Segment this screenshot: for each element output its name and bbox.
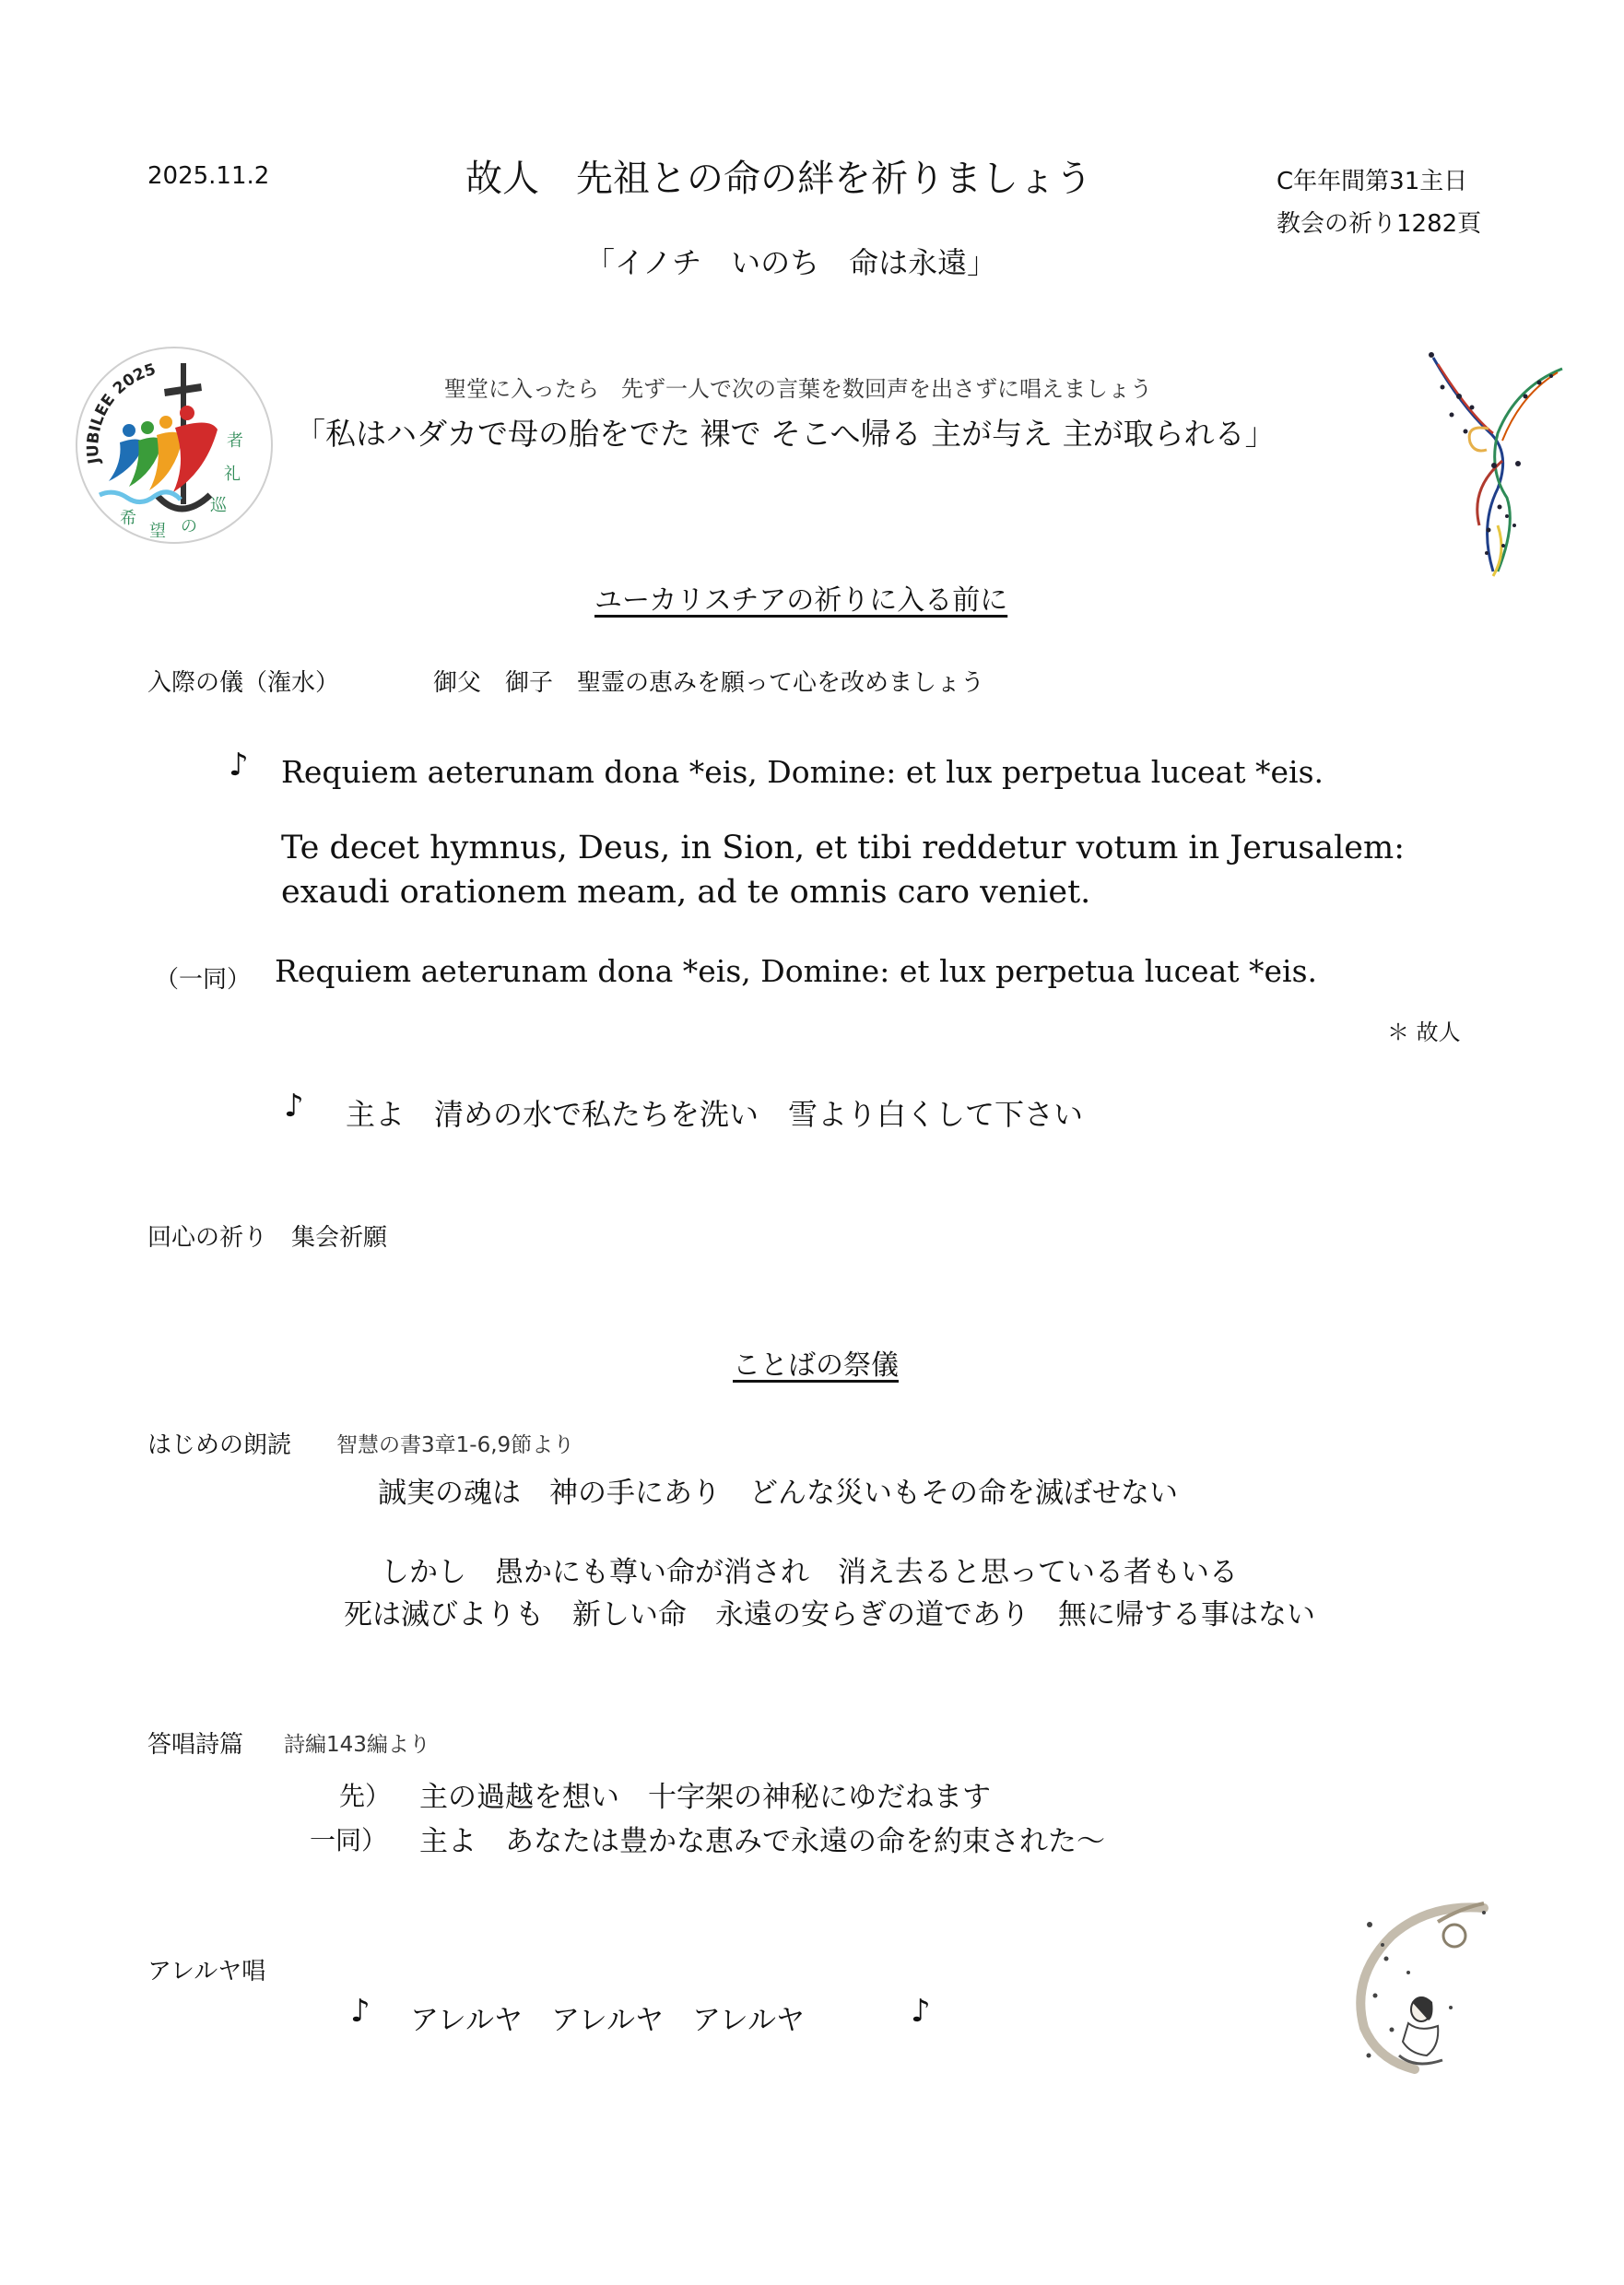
entrance-rite-text: 御父 御子 聖霊の恵みを願って心を改めましょう bbox=[433, 669, 985, 697]
subtitle: 「イノチ いのち 命は永遠」 bbox=[585, 245, 997, 280]
prayer-book-ref: 教会の祈り1282頁 bbox=[1277, 210, 1482, 238]
page-title: 故人 先祖との命の絆を祈りましょう bbox=[465, 158, 1092, 200]
chant-line: Te decet hymnus, Deus, in Sion, et tibi reddetur votum in Jerusalem: bbox=[281, 830, 1405, 866]
psalm-leader-label: 先） bbox=[339, 1781, 392, 1811]
liturgical-day: C年年間第31主日 bbox=[1277, 168, 1468, 195]
chant-line: Requiem aeterunam dona *eis, Domine: et lux perpetua luceat *eis. bbox=[275, 953, 1318, 989]
first-reading-label: はじめの朗読 bbox=[147, 1431, 292, 1459]
psalm-all-label: 一同） bbox=[310, 1825, 388, 1855]
date: 2025.11.2 bbox=[147, 162, 270, 190]
psalm-ref: 詩編143編より bbox=[284, 1733, 430, 1757]
chant-line: exaudi orationem meam, ad te omnis caro veniet. bbox=[281, 874, 1091, 911]
intro-quote: 「私はハダカで母の胎をでた 裸で そこへ帰る 主が与え 主が取られる」 bbox=[295, 416, 1276, 452]
all-response-label: （一同） bbox=[155, 966, 252, 994]
music-note-icon: ♪ bbox=[229, 747, 249, 783]
reading-line: 死は滅びよりも 新しい命 永遠の安らぎの道であり 無に帰する事はない bbox=[344, 1598, 1315, 1631]
first-reading-ref: 智慧の書3章1-6,9節より bbox=[336, 1433, 575, 1457]
svg-text:の: の bbox=[181, 517, 197, 536]
entrance-rite-label: 入際の儀（潅水） bbox=[147, 669, 340, 697]
psalm-label: 答唱詩篇 bbox=[147, 1731, 244, 1759]
svg-text:希: 希 bbox=[120, 509, 136, 528]
decorative-ribbon-figure bbox=[1415, 341, 1581, 590]
intro-instruction: 聖堂に入ったら 先ず一人で次の言葉を数回声を出さずに唱えましょう bbox=[444, 376, 1152, 402]
section-heading-word: ことばの祭儀 bbox=[733, 1349, 899, 1382]
svg-text:JUBILEE 2025: JUBILEE 2025 bbox=[84, 359, 159, 465]
svg-text:巡: 巡 bbox=[210, 496, 227, 515]
svg-text:望: 望 bbox=[149, 522, 166, 541]
penitential-rite: 回心の祈り 集会祈願 bbox=[147, 1224, 388, 1252]
svg-text:礼: 礼 bbox=[224, 465, 241, 484]
reading-line: しかし 愚かにも尊い命が消され 消え去ると思っている者もいる bbox=[381, 1556, 1238, 1589]
chant-line: Requiem aeterunam dona *eis, Domine: et lux perpetua luceat *eis. bbox=[281, 754, 1324, 790]
music-note-icon: ♪ bbox=[350, 1993, 371, 2030]
music-note-icon: ♪ bbox=[284, 1088, 304, 1125]
footnote: ＊ 故人 bbox=[1387, 1019, 1461, 1045]
alleluia-label: アレルヤ唱 bbox=[147, 1958, 266, 1985]
child-moon-illustration bbox=[1327, 1871, 1530, 2092]
alleluia-text: アレルヤ アレルヤ アレルヤ bbox=[410, 2004, 805, 2037]
reading-line: 誠実の魂は 神の手にあり どんな災いもその命を滅ぼせない bbox=[378, 1477, 1178, 1510]
psalm-all-text: 主よ あなたは豊かな恵みで永遠の命を約束された～ bbox=[419, 1825, 1105, 1858]
jubilee-logo bbox=[72, 343, 277, 548]
section-heading-eucharist: ユーカリスチアの祈りに入る前に bbox=[594, 584, 1008, 617]
hymn-text: 主よ 清めの水で私たちを洗い 雪より白くして下さい bbox=[346, 1097, 1084, 1132]
psalm-leader-text: 主の過越を想い 十字架の神秘にゆだねます bbox=[419, 1781, 991, 1814]
music-note-icon: ♪ bbox=[911, 1993, 931, 2030]
svg-text:者: 者 bbox=[227, 431, 243, 451]
